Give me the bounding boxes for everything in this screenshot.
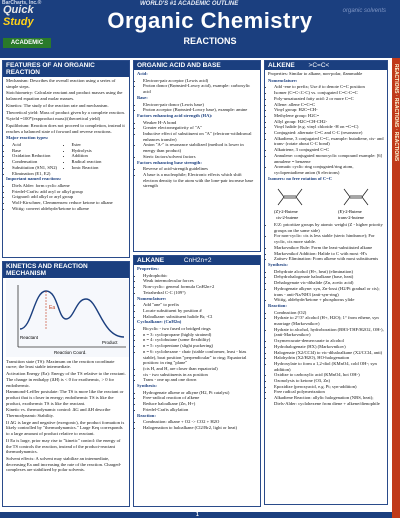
list-item: • For non-cyclic: cis is less stable (steric hindrance); For cyclic, cis more stable. [274, 233, 384, 244]
base-factors-list [137, 166, 257, 189]
cis-butene-structure [278, 189, 302, 205]
acid-base-title: ORGANIC ACID AND BASE [134, 61, 260, 70]
features-para: Mechanism: Describes the overall reaction using a series of simple steps. [6, 78, 116, 89]
list-item: • Vinyl group: H2C=CH- [274, 107, 384, 113]
list-item: • Hydrohalogenate (HX) (Markovnikov) [274, 344, 384, 350]
list-item: • Epoxidize (peroxyacid, e.g. Pt; syn-addition) [274, 384, 384, 390]
ez-list [268, 222, 384, 245]
alkene-syn-heading: Synthesis: [268, 261, 288, 267]
cis-butene-name: (Z)-2-Butene [274, 209, 298, 215]
list-item: • Locate substituent by position # [143, 308, 257, 314]
base-factors-heading: Factors enhancing base strength: [137, 159, 202, 165]
alkane-title-text: ALKANE [137, 257, 165, 264]
features-para: %yield =100*(expproduct mass)/(theoretical yield) [6, 116, 101, 122]
list-item: • Poly-unsaturated fatty acid: 2 or more C=C [274, 96, 384, 102]
list-item: • Hydrate to alcohol, hydroboration (BH3-THF/H2O2, OH-), (anti-Markovnikov) [274, 327, 384, 338]
list-item: • Wittig, aldehyde/ketone + phosphorus ylide [274, 297, 384, 303]
list-item: • Free-radical reaction of alkene [143, 395, 257, 401]
alkane-syn-heading: Synthesis: [137, 383, 157, 389]
alkene-nom-heading: Nomenclature: [268, 77, 298, 83]
alkene-title [265, 61, 387, 70]
list-item: • Radical reaction [72, 159, 127, 165]
types-heading: Major reaction types: [6, 135, 49, 141]
features-title: FEATURES OF AN ORGANIC REACTION [3, 61, 129, 77]
list-item: • Oxidize to carboxylic acid (KMnO4, hot OH-) [274, 372, 384, 378]
side-tab-label: REACTIONS · REACTIONS · REACTIONS [393, 64, 399, 162]
publisher-label: BarCharts, Inc.® [2, 0, 42, 6]
named-heading: Important named reactions: [6, 176, 62, 182]
list-item: • Ionic Reaction [72, 165, 127, 171]
list-item: • Reverse of acid-strength guidelines [143, 166, 257, 172]
cis-butene-common: cis-2-butene [276, 215, 299, 221]
named-list [6, 183, 126, 212]
alkene-syn-list [268, 269, 384, 303]
kinetics-title: KINETICS AND REACTION MECHANISM [3, 262, 129, 278]
list-item: • (cis H, and H, are closer than equatorial) [143, 366, 257, 372]
list-item: • Hydrolysis [72, 148, 127, 154]
kinetics-para: Hammond-Leffler postulate: The TS is more like the reactant or product that is closer in energy; endothermic TS is like the product, exothermic TS is like the reactant. [6, 389, 124, 406]
list-item: • Diels Alder: form cyclic alkene [12, 183, 126, 189]
isomers-heading: Isomers: no free rotation of C=C [268, 175, 333, 181]
list-item: • Markovnikof Addition: Halide to C with most -H's [274, 251, 384, 257]
list-item: • A base is a nucleophile; Electronic effects which shift electron density to the atom with the lone-pair increase base strength [143, 172, 257, 189]
base-list [137, 102, 257, 113]
types-list [6, 142, 126, 176]
list-item: • Alkadiene, 3 conjugated C=C, example: butadiene, cis- and trans- (rotate about C-C bond) [274, 136, 384, 147]
list-item: • Friedel-Crafts alkylation [143, 407, 257, 413]
alkene-box [264, 60, 388, 505]
list-item: • Bicyclic - two fused or bridged rings [143, 326, 257, 332]
kinetics-body [3, 278, 129, 475]
list-item: • Non-cyclic: general formula CnH2n+2 [143, 284, 257, 290]
list-item: • Condensation [12, 159, 67, 165]
list-item: • Alkadiene Reaction: allylic halogenation (NBS, heat); Diels-Alder: cyclohexene from diene + alkene/dienophile [274, 395, 384, 406]
list-item: • Haloalkane: substituent halide Br, -Cl [143, 314, 257, 320]
list-item: • Halohydrin (X2/H2O), HO-halogenation [274, 355, 384, 361]
list-item: • Combustion (O2) [274, 310, 384, 316]
watermark-text: organic solvents [342, 8, 386, 14]
ea-label: Ea [49, 305, 56, 311]
alkane-nom-heading: Nomenclature: [137, 295, 167, 301]
list-item: • Oxymercurate-demercurate to alcohol [274, 338, 384, 344]
list-item: • Oxidation Reduction [12, 153, 67, 159]
alkane-props-heading: Properties: [137, 266, 159, 271]
list-item: • Hydroxylate to form a 1,2-diol (KMnO4, cold OH-; syn addition) [274, 361, 384, 372]
kinetics-para: If ΔG is large and negative (exergonic), the product formation is likely controlled by "thermodynamics." Large Keq corresponds to a large amount of product relative to reactant. [6, 419, 125, 437]
cycloalkane-list [137, 326, 257, 383]
list-item: • Dehalogenate vic-dihalide (Zn, acetic acid) [274, 280, 384, 286]
trans-butene-name: (E)-2-Butene [338, 209, 362, 215]
column-3 [264, 60, 388, 508]
alkene-props: Properties: Similar to alkane, non-polar, flammable [268, 71, 363, 76]
list-item: • Reduce haloalkane (Zn, H+) [143, 401, 257, 407]
alkane-nom-list [137, 302, 257, 319]
acid-base-body [134, 70, 260, 190]
alkane-rxn-heading: Reaction: [137, 412, 156, 418]
logo-line1: Quick [3, 4, 34, 16]
energy-diagram [6, 279, 130, 357]
kinetics-para: Transition state (TS): Maximum on the reaction coordinate curve; the least stable intermediate. [6, 358, 115, 370]
list-item: • Markovnikov Rule: Form the least-substituted alkane [274, 245, 384, 251]
list-item: • Halogenation to haloalkane (Cl2/Br2, light or heat) [143, 425, 257, 431]
features-para: Equilibrium: Reaction does not proceed to completion, instead it reaches a balanced state of forward and reverse reactions. [6, 122, 125, 134]
quick-study-logo [3, 4, 51, 48]
list-item: • Dehydrate alcohol (H+, heat) (elimination) [274, 269, 384, 275]
logo-line3: ACADEMIC [3, 38, 51, 48]
page-subtitle: REACTIONS [183, 36, 237, 46]
list-item: • Ozonolysis to ketone (O3, Zn) [274, 378, 384, 384]
features-para: Theoretical yield: Mass of product given by a complete reaction. [6, 109, 125, 115]
list-item: • Add -ene to prefix; Use # to denote C=C position [274, 84, 384, 90]
list-item: • n = 5: cyclopentane (slight puckering) [143, 343, 257, 349]
acid-heading: Acid: [137, 71, 148, 76]
list-item: • Allyl group: H2C=CH-CH2- [274, 119, 384, 125]
alkane-box [133, 255, 261, 507]
list-item: • Hydrogenate alkene or alkyne (H2, Pt catalyst) [143, 390, 257, 396]
list-item: • Trans - one up and one down [143, 377, 257, 383]
features-body [3, 77, 129, 212]
list-item: • Conjugated: alternate C=C and C-C (resonance) [274, 130, 384, 136]
reactant-label: Reactant [20, 335, 39, 340]
list-item: • Elimination (E1, E2) [12, 171, 67, 177]
base-heading: Base: [137, 94, 148, 100]
features-para: Stoichiometry: Calculate reactant and product masses using the balanced equation and molar masses. [6, 90, 123, 102]
list-item: • Free radical polymerization [274, 389, 384, 395]
list-item: • Allene: allene C=C=C [274, 102, 384, 108]
cycloalkane-heading: Cycloalkane: (CnH2n) [137, 319, 182, 325]
list-item: • Hydrate to 2°/3° alcohol (H+, H2O); 1° from ethene, syn marriage (Markovnikov) [274, 315, 384, 326]
page-title: Organic Chemistry [107, 8, 313, 33]
alkene-formula: >C=C< [308, 62, 330, 69]
list-item: • n = 3: cyclopropane (highly strained) [143, 332, 257, 338]
list-item: • Electron-pair donor (Lewis base) [143, 102, 257, 108]
list-item: • n = 4: cyclobutane (some flexibility) [143, 337, 257, 343]
acid-factors-heading: Factors enhancing acid strength (HA): [137, 112, 213, 118]
rules-list [268, 245, 384, 262]
list-item: • Halogenate (X2/CCl4) to vic-dihaloalkane (X2/CCl4, anti) [274, 350, 384, 356]
list-item: • n = 6: cyclohexane - chair (stable conformer, least - bias stable), boat position "perpendicular" to ring; Equatorial position: in ring "plane" [143, 349, 257, 366]
list-item: • Steric factors/solvent factors [143, 154, 257, 160]
coordinate-label: Reaction Coord. [54, 350, 87, 355]
list-item: • Combustion: alkane + O2 -> CO2 + H2O [143, 419, 257, 425]
alkene-nom-list [268, 84, 384, 175]
page-number: 1 [196, 512, 199, 518]
list-item: • Zaitsev Elimination: Form alkene with most substituents [274, 256, 384, 262]
list-item: • E/Z: prioritize groups by atomic weight (Z - higher priority groups on the same side) [274, 222, 384, 233]
list-item: • Dehydrohalogenate haloalkane (base, heat) [274, 274, 384, 280]
logo-line2: Study [3, 16, 34, 28]
kinetics-para: If Ea is large, prior may rise to "kinetic" control: the energy of the TS controls the reaction, instead of the product-reactant thermodynamics. [6, 437, 121, 455]
list-item: • Hydrophobic [143, 273, 257, 279]
list-item: • Wittig: convert aldehyde/ketone to alkene [12, 206, 126, 212]
list-item: • Acid [12, 142, 67, 148]
footer-bar [0, 512, 392, 518]
features-para: Kinetics: The study of the reaction rate and mechanism. [6, 102, 109, 108]
list-item: • Anion "A-" is resonance stabilized (method is lower in energy than product) [143, 142, 257, 153]
kinetics-para: Activation Energy (Ea): Energy of the TS relative to the reactant. The change in enthalpy (ΔH) is < 0 for exothermic, > 0 for endothermic. [6, 371, 126, 388]
kinetics-box [2, 261, 130, 507]
list-item: • Weak intermolecular forces [143, 278, 257, 284]
list-item: • Friedel-Crafts: add acyl or alkyl group [12, 189, 126, 195]
list-item: • Substitution (SN1, SN2) [12, 165, 67, 171]
list-item: • Aromatic cyclic ring conjugated/ring atom, cyclopentadiene anion (6 electrons) [274, 164, 384, 175]
list-item: • Vinyl halide (e.g. vinyl chloride -H on =C=C) [274, 124, 384, 130]
alkane-title [134, 256, 260, 265]
column-1 [2, 60, 130, 510]
list-item: • Alkatriene, 3 conjugated C=C [274, 147, 384, 153]
list-item: • Greater electronegativity of "A" [143, 125, 257, 131]
acid-factors-list [137, 120, 257, 160]
list-item: • Isomer (C=C<C-C) vs. conjugated C=C-C=C [274, 90, 384, 96]
list-item: • cis - two substituents in ax position [143, 372, 257, 378]
list-item: • Addition [72, 153, 127, 159]
product-label: Product [102, 340, 118, 345]
list-item: • Proton donor (Brønsted-Lowry acid), example: carboxylic acid [143, 83, 257, 94]
header-banner [0, 0, 400, 58]
alkene-body [265, 70, 387, 408]
list-item: • Tetrahedral C-C (109°) [143, 290, 257, 296]
list-item: • Electron-pair acceptor (Lewis acid) [143, 78, 257, 84]
list-item: • Proton acceptor (Brønsted-Lowry base), example: amine [143, 107, 257, 113]
trans-butene-common: trans-2-butene [338, 215, 364, 221]
list-item: • Base [12, 148, 67, 154]
list-item: • Inductive effect of substituent on "A" (electron-withdrawal enhances transfer) [143, 131, 257, 142]
alkene-title-text: ALKENE [268, 62, 295, 69]
alkane-rxn-list [137, 419, 257, 430]
butene-isomers-diagram [268, 182, 388, 220]
acid-base-box [133, 60, 261, 252]
list-item: • Weaker H-A bond [143, 120, 257, 126]
acid-list [137, 78, 257, 95]
list-item: • Ester [72, 142, 127, 148]
trans-butene-structure [344, 189, 368, 205]
alkane-props-list [137, 273, 257, 296]
column-2 [133, 60, 261, 510]
kinetics-para: Solvent effects: A solvent may stabilize an intermediate, decreasing Ea and increasing the rate of the reaction. Charged-complexes are stabilized by polar solvents. [6, 455, 122, 473]
list-item: • Grignard: add alkyl or aryl group [12, 194, 126, 200]
alkane-body [134, 265, 260, 432]
features-box [2, 60, 130, 258]
alkane-formula: CnH2n+2 [183, 257, 212, 264]
alkene-rxn-list [268, 310, 384, 407]
list-item: • Hydrogenate alkyne: syn, Zn-lossi (H2/Pt gradual or cis); trans - anti-Na/NH3 (anti-syn-ring) [274, 286, 384, 297]
side-tab [392, 58, 400, 518]
list-item: • Wolf-Kirschner, Clemmensen: reduce ketone to alkane [12, 200, 126, 206]
alkane-syn-list [137, 390, 257, 413]
tagline: WORLD'S #1 ACADEMIC OUTLINE [140, 1, 239, 7]
alkene-rxn-heading: Reaction: [268, 302, 287, 308]
list-item: • Add "ane" to prefix [143, 302, 257, 308]
list-item: • Annulene: conjugated monocyclic compound example: [6] annulene = benzene [274, 153, 384, 164]
list-item: • Methylene group: H2C= [274, 113, 384, 119]
kinetics-para: Kinetic vs. thermodynamic control: ΔG and ΔH describe Thermodynamic Stability. [6, 407, 111, 419]
